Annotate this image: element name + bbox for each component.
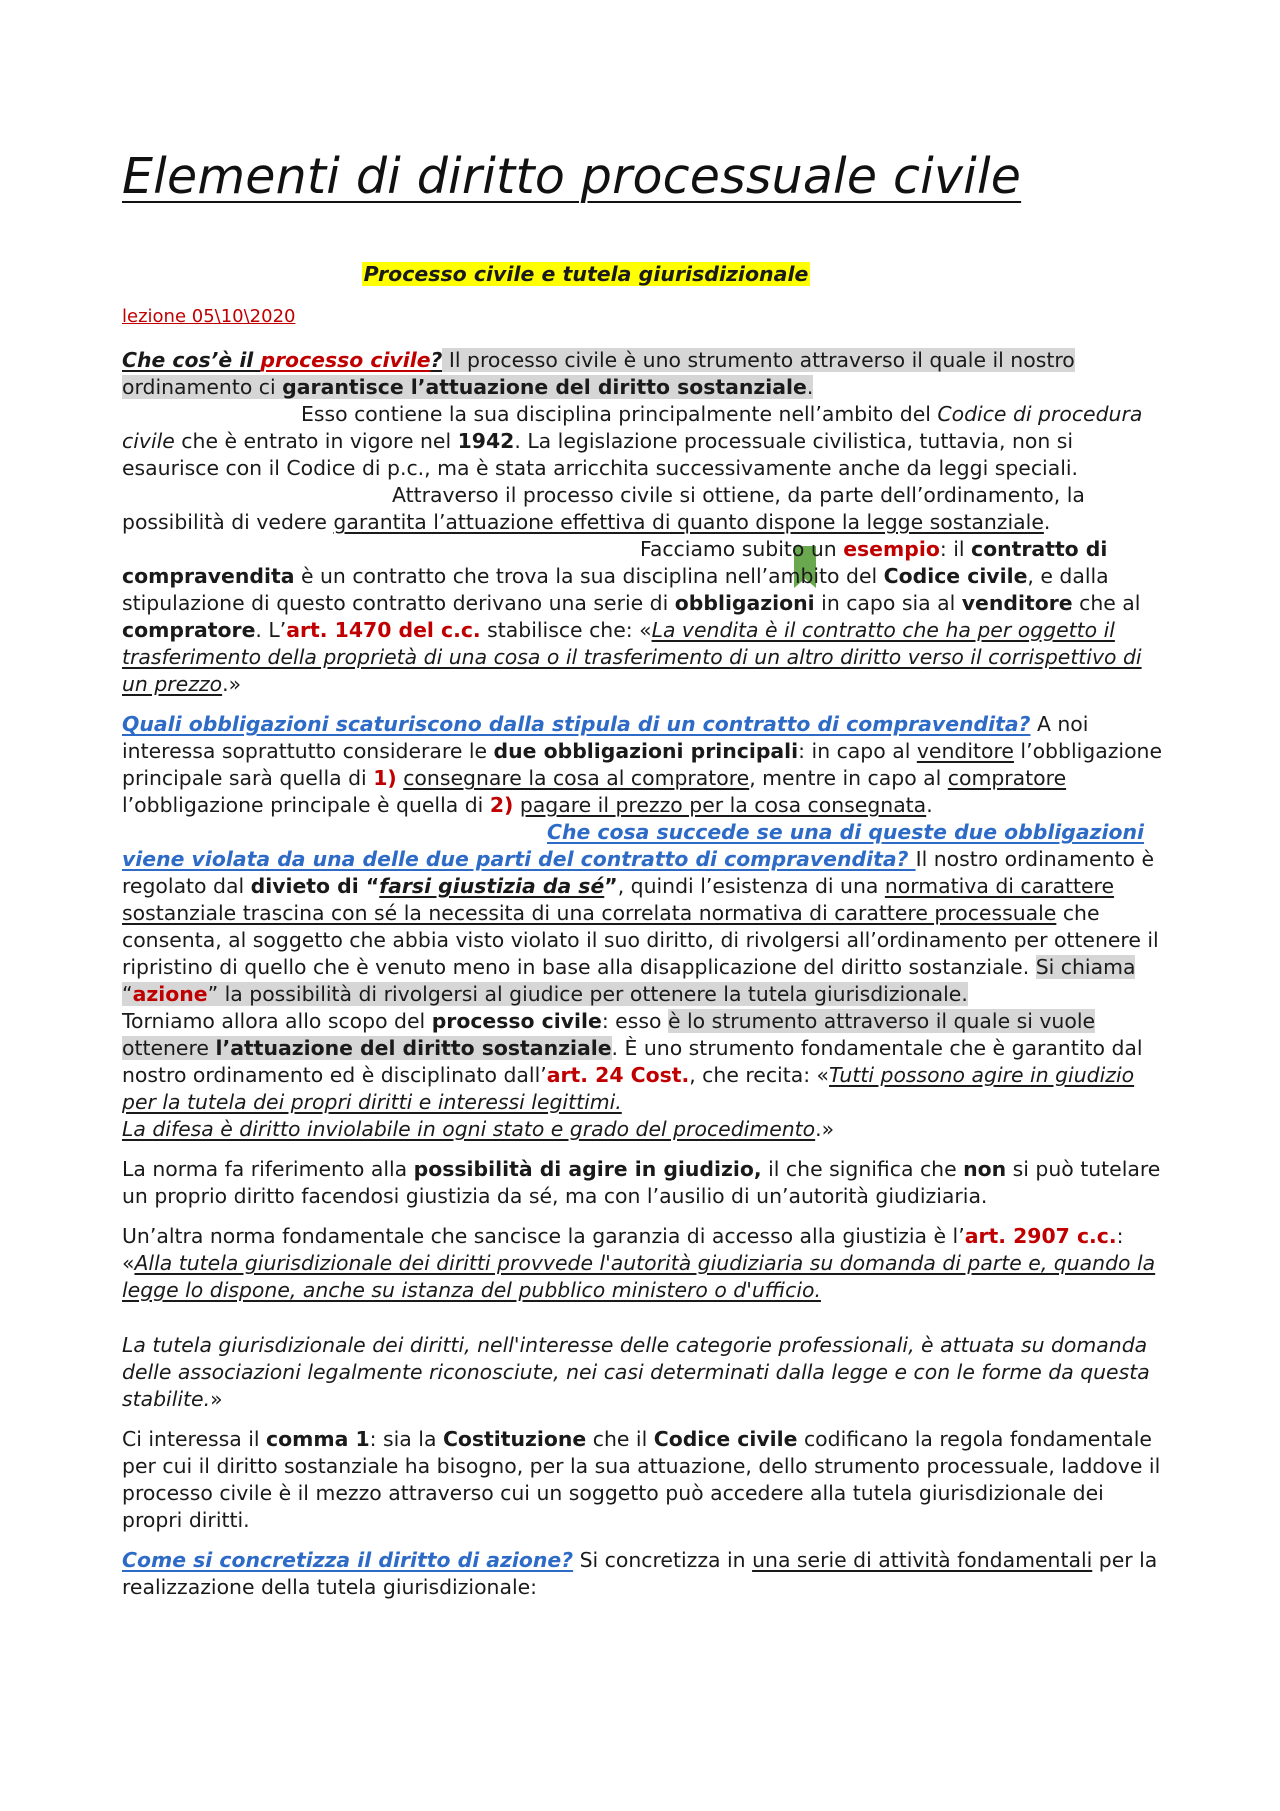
question-azione: Come si concretizza il diritto di azione? [122, 1548, 574, 1572]
subtitle-highlight: Processo civile e tutela giurisdizionale [363, 262, 809, 286]
question-obligations: Quali obbligazioni scaturiscono dalla stipula di un contratto di compravendita? [122, 712, 1031, 736]
document-body [122, 347, 1168, 1601]
paragraph-norm: La norma fa riferimento alla possibilità di agire in giudizio, il che significa che non si può tutelare un proprio diritto facendosi giustizia da sé, ma con l’ausilio di un’autorità giudiziaria. [122, 1157, 1161, 1208]
document-title: Elementi di diritto processuale civile [122, 148, 1022, 205]
paragraph-intro: Che cos’è il processo civile? Il processo civile è uno strumento attraverso il quale il nostro ordinamento ci garantisce l’attuazione del diritto sostanziale. Esso contiene la sua disciplina principalmente nell’ambito del Codice di procedura civile che è entrato in vigore nel 1942. La legislazione processuale civilistica, tuttavia, non si esaurisce con il Codice di p.c., ma è stata arricchita successivamente anche da leggi speciali.Attraverso il processo civile si ottiene, da parte dell’ordinamento, la possibilità di vedere garantita l’attuazione effettiva di quanto dispone la legge sostanziale.Facciamo subito un esempio: il contratto di compravendita è un contratto che trova la sua disciplina nell’ambito del Codice civile, e dalla stipulazione di questo contratto derivano una serie di obbligazioni in capo sia al venditore che al compratore. L’art. 1470 del c.c. stabilisce che: «La vendita è il contratto che ha per oggetto il trasferimento della proprietà di una cosa o il trasferimento di un altro diritto verso il corrispettivo di un prezzo.» [122, 348, 1143, 696]
paragraph-azione: Come si concretizza il diritto di azione? Si concretizza in una serie di attività fondamentali per la realizzazione della tutela giurisdizionale: [122, 1548, 1158, 1599]
paragraph-comma1: Ci interessa il comma 1: sia la Costituzione che il Codice civile codificano la regola fondamentale per cui il diritto sostanziale ha bisogno, per la sua attuazione, dello strumento processuale, laddove il processo civile è il mezzo attraverso cui un soggetto può accedere alla tutela giurisdizionale dei propri diritti. [122, 1427, 1161, 1532]
paragraph-art2907: Un’altra norma fondamentale che sancisce la garanzia di accesso alla giustizia è l’art. 2907 c.c.: «Alla tutela giurisdizionale dei diritti provvede l'autorità giudiziaria su domanda di parte e, quando la legge lo dispone, anche su istanza del pubblico ministero o d'ufficio. [122, 1224, 1156, 1302]
paragraph-obligations: Quali obbligazioni scaturiscono dalla stipula di un contratto di compravendita? A noi interessa soprattutto considerare le due obbligazioni principali: in capo al venditore l’obbligazione principale sarà quella di 1) consegnare la cosa al compratore, mentre in capo al compratore l’obbligazione principale è quella di 2) pagare il prezzo per la cosa consegnata.Che cosa succede se una di queste due obbligazioni viene violata da una delle due parti del contratto di compravendita? Il nostro ordinamento è regolato dal divieto di “farsi giustizia da sé”, quindi l’esistenza di una normativa di carattere sostanziale trascina con sé la necessita di una correlata normativa di carattere processuale che consenta, al soggetto che abbia visto violato il suo diritto, di rivolgersi all’ordinamento per ottenere il ripristino di quello che è venuto meno in base alla disapplicazione del diritto sostanziale. Si chiama “azione” la possibilità di rivolgersi al giudice per ottenere la tutela giurisdizionale. Torniamo allora allo scopo del processo civile: esso è lo strumento attraverso il quale si vuole ottenere l’attuazione del diritto sostanziale. È uno strumento fondamentale che è garantito dal nostro ordinamento ed è disciplinato dall’art. 24 Cost., che recita: «Tutti possono agire in giudizio per la tutela dei propri diritti e interessi legittimi. La difesa è diritto inviolabile in ogni stato e grado del procedimento.» [122, 712, 1163, 1141]
question-violation: Che cosa succede se una di queste due obbligazioni viene violata da una delle due parti del contratto di compravendita? [122, 820, 1145, 871]
lesson-date: lezione 05\10\2020 [122, 306, 296, 327]
paragraph-art2907-comma2: La tutela giurisdizionale dei diritti, nell'interesse delle categorie professionali, è attuata su domanda delle associazioni legalmente riconosciute, nei casi determinati dalla legge e con le forme da questa stabilite.» [122, 1333, 1150, 1411]
document-subtitle [0, 262, 1172, 286]
